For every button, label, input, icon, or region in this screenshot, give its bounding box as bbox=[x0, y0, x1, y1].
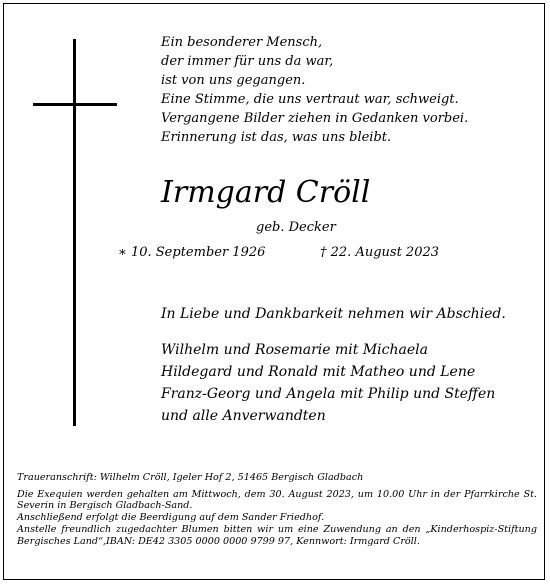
service-info: Die Exequien werden gehalten am Mittwoch, dem 30. August 2023, um 10.00 Uhr in der Pfarrkirche St. Severin in Bergisch Gladbach-Sand. bbox=[17, 488, 537, 512]
death-date: † 22. August 2023 bbox=[320, 245, 440, 260]
mourner-line: Wilhelm und Rosemarie mit Michaela bbox=[161, 342, 428, 358]
poem-line: der immer für uns da war, bbox=[161, 54, 334, 69]
mourning-address: Traueranschrift: Wilhelm Cröll, Igeler Hof 2, 51465 Bergisch Gladbach bbox=[17, 472, 364, 483]
mourner-line: und alle Anverwandten bbox=[161, 408, 326, 424]
mourners-list bbox=[161, 339, 495, 427]
farewell-text: In Liebe und Dankbarkeit nehmen wir Abschied. bbox=[161, 306, 506, 322]
cross-icon-horizontal bbox=[33, 103, 117, 106]
poem-line: Erinnerung ist das, was uns bleibt. bbox=[161, 130, 392, 145]
cross-icon-vertical bbox=[73, 39, 76, 426]
poem-line: Vergangene Bilder ziehen in Gedanken vorbei. bbox=[161, 111, 469, 126]
footer-info bbox=[17, 472, 537, 547]
poem-line: ist von uns gegangen. bbox=[161, 73, 306, 88]
birth-date: ∗ 10. September 1926 bbox=[118, 245, 266, 260]
maiden-name: geb. Decker bbox=[256, 220, 336, 235]
memorial-poem bbox=[161, 33, 468, 147]
burial-info: Anschließend erfolgt die Beerdigung auf dem Sander Friedhof. bbox=[17, 512, 325, 524]
poem-line: Ein besonderer Mensch, bbox=[161, 35, 323, 50]
donation-info: Anstelle freundlich zugedachter Blumen bitten wir um eine Zuwendung an den „Kinderhospiz-Stiftung Bergisches Land“,IBAN: DE42 3305 0000 0000 9799 97, Kennwort: Irmgard Cröll. bbox=[17, 523, 537, 547]
deceased-name: Irmgard Cröll bbox=[161, 175, 371, 210]
mourner-line: Hildegard und Ronald mit Matheo und Lene bbox=[161, 364, 476, 380]
poem-line: Eine Stimme, die uns vertraut war, schweigt. bbox=[161, 92, 459, 107]
mourner-line: Franz-Georg und Angela mit Philip und Steffen bbox=[161, 386, 496, 402]
